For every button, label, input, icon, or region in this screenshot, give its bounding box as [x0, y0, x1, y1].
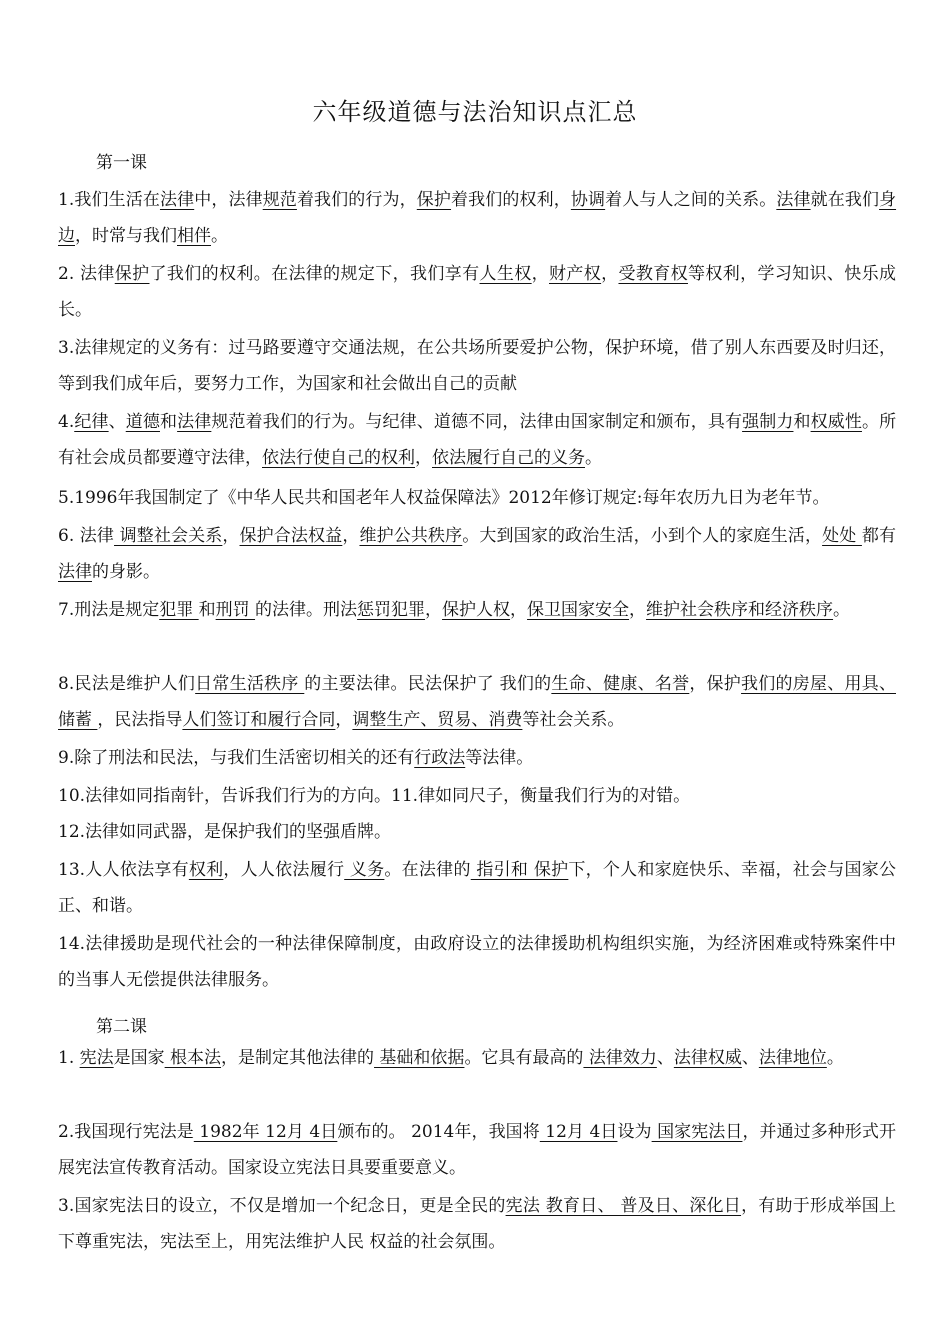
knowledge-point: 1. 宪法是国家 根本法，是制定其他法律的 基础和依据。它具有最高的 法律效力、法律权威、法律地位。: [58, 1048, 844, 1068]
underlined-answer: 刑罚: [215, 600, 256, 620]
underlined-answer: 法律地位: [758, 1048, 827, 1068]
underlined-answer: 道德: [125, 412, 160, 432]
knowledge-point: 6. 法律 调整社会关系，保护合法权益，维护公共秩序。大到国家的政治生活，小到个人的家庭生活，处处 都有法律的身影。: [58, 526, 897, 582]
knowledge-point: 1.我们生活在法律中，法律规范着我们的行为，保护着我们的权利，协调着人与人之间的关系。法律就在我们身边，时常与我们相伴。: [58, 190, 897, 246]
underlined-answer: 法律效力: [583, 1048, 657, 1068]
document-title: 六年级道德与法治知识点汇总: [312, 98, 638, 126]
underlined-answer: 身边: [58, 190, 897, 246]
underlined-answer: 调整生产、贸易、消费: [352, 710, 523, 730]
underlined-answer: 法律: [776, 190, 811, 210]
knowledge-point: 3.法律规定的义务有：过马路要遵守交通法规，在公共场所要爱护公物，保护环境，借了别人东西要及时归还，等到我们成年后，要努力工作，为国家和社会做出自己的贡献: [58, 338, 896, 394]
underlined-answer: 法律: [159, 190, 195, 210]
underlined-answer: 保护: [114, 264, 150, 284]
underlined-answer: 人们签订和履行合同: [182, 710, 336, 730]
underlined-answer: 宪法 教育日、 普及日、深化日: [505, 1196, 742, 1216]
underlined-answer: 法律: [177, 412, 212, 432]
underlined-answer: 根本法: [164, 1048, 222, 1068]
underlined-answer: 宪法: [79, 1048, 114, 1068]
underlined-answer: 基础和依据: [374, 1048, 465, 1068]
underlined-answer: 指引和 保护: [470, 860, 569, 880]
underlined-answer: 保护: [416, 190, 452, 210]
underlined-answer: 规范: [262, 190, 297, 210]
underlined-answer: 处处: [822, 526, 862, 546]
underlined-answer: 受教育权: [618, 264, 688, 284]
underlined-answer: 财产权: [549, 264, 602, 284]
knowledge-point: 8.民法是维护人们日常生活秩序 的主要法律。民法保护了 我们的生命、健康、名誉，保护我们的房屋、用具、储蓄 ，民法指导人们签订和履行合同，调整生产、贸易、消费等社会关系。: [58, 674, 896, 730]
underlined-answer: 维护社会秩序和经济秩序: [646, 600, 834, 620]
knowledge-point: 9.除了刑法和民法，与我们生活密切相关的还有行政法等法律。: [58, 748, 534, 768]
underlined-answer: 保护合法权益: [239, 526, 343, 546]
underlined-answer: 惩罚犯罪: [357, 600, 426, 620]
knowledge-point: 4.纪律、道德和法律规范着我们的行为。与纪律、道德不同，法律由国家制定和颁布，具有强制力和权威性。所有社会成员都要遵守法律，依法行使自己的权利，依法履行自己的义务。: [58, 412, 897, 468]
knowledge-point: 2.我国现行宪法是 1982年 12月 4日颁布的。 2014年，我国将 12月 4日设为 国家宪法日，并通过多种形式开展宪法宣传教育活动。国家设立宪法日具要重要意义。: [58, 1122, 896, 1178]
knowledge-point: 5.1996年我国制定了《中华人民共和国老年人权益保障法》2012年修订规定:每年农历九日为老年节。: [58, 488, 830, 508]
knowledge-point: 13.人人依法享有权利，人人依法履行 义务。在法律的 指引和 保护下，个人和家庭快乐、幸福，社会与国家公正、和谐。: [58, 860, 897, 916]
underlined-answer: 调整社会关系: [114, 526, 223, 546]
underlined-answer: 法律: [58, 562, 92, 582]
underlined-answer: 犯罪: [159, 600, 199, 620]
underlined-answer: 相伴: [177, 226, 211, 246]
underlined-answer: 权威性: [810, 412, 862, 432]
knowledge-point: 10.法律如同指南针，告诉我们行为的方向。11.律如同尺子，衡量我们行为的对错。: [58, 786, 691, 806]
underlined-answer: 保护人权: [442, 600, 511, 620]
underlined-answer: 1982年 12月 4日: [193, 1122, 338, 1142]
section-heading: 第一课: [96, 153, 147, 173]
underlined-answer: 12月 4日: [539, 1122, 618, 1142]
knowledge-point: 12.法律如同武器，是保护我们的坚强盾牌。: [58, 822, 392, 842]
knowledge-point: 7.刑法是规定犯罪 和刑罚 的法律。刑法惩罚犯罪，保护人权，保卫国家安全，维护社会秩序和经济秩序。: [58, 600, 851, 620]
underlined-answer: 协调: [570, 190, 606, 210]
underlined-answer: 依法行使自己的权利: [262, 448, 415, 468]
underlined-answer: 强制力: [742, 412, 794, 432]
underlined-answer: 法律权威: [673, 1048, 742, 1068]
knowledge-point: 14.法律援助是现代社会的一种法律保障制度，由政府设立的法律援助机构组织实施，为经济困难或特殊案件中的当事人无偿提供法律服务。: [58, 934, 896, 990]
underlined-answer: 保卫国家安全: [527, 600, 630, 620]
underlined-answer: 行政法: [414, 748, 466, 768]
underlined-answer: 权利: [188, 860, 224, 880]
underlined-answer: 我们的房屋、用具、储蓄: [58, 674, 896, 730]
underlined-answer: 维护公共秩序: [359, 526, 463, 546]
underlined-answer: 义务: [344, 860, 385, 880]
underlined-answer: 生命、健康、名誉: [551, 674, 690, 694]
underlined-answer: 日常生活秩序: [195, 674, 305, 694]
underlined-answer: 国家宪法日: [651, 1122, 743, 1142]
underlined-answer: 纪律: [74, 412, 109, 432]
knowledge-point: 3.国家宪法日的设立，不仅是增加一个纪念日，更是全民的宪法 教育日、 普及日、深化日，有助于形成举国上下尊重宪法，宪法至上，用宪法维护人民 权益的社会氛围。: [58, 1196, 897, 1252]
section-heading: 第二课: [96, 1017, 147, 1037]
knowledge-point: 2. 法律保护了我们的权利。在法律的规定下，我们享有人生权，财产权，受教育权等权利，学习知识、快乐成长。: [58, 264, 897, 320]
underlined-answer: 依法履行自己的义务: [432, 448, 585, 468]
underlined-answer: 人生权: [479, 264, 532, 284]
